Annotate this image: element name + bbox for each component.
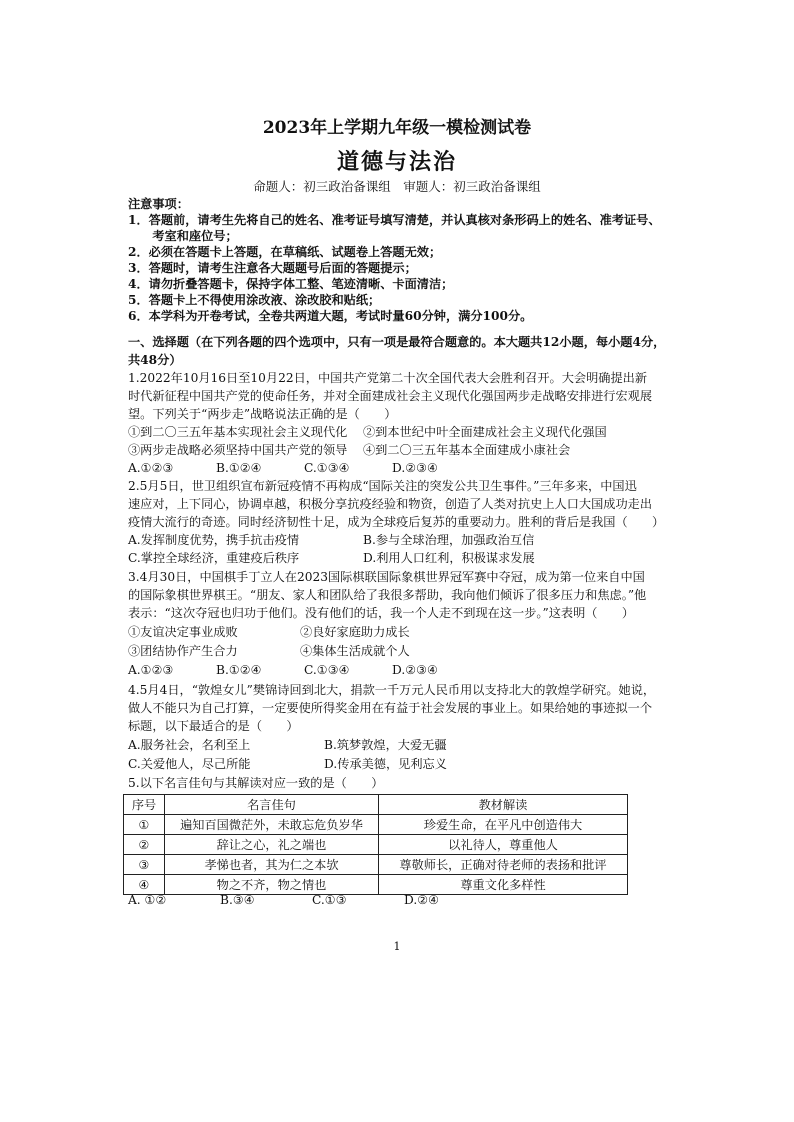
option-a: A.发挥制度优势，携手抗击疫情	[128, 533, 300, 547]
table-row	[124, 835, 628, 855]
option-d: D.②③④	[392, 461, 438, 475]
answer-options	[128, 756, 447, 772]
answer-options	[128, 550, 535, 566]
column-header: 序号	[124, 795, 165, 815]
question-text: 2.5月5日，世卫组织宣布新冠疫情不再构成“国际关注的突发公共卫生事件。”三年多来，中国迅	[128, 479, 637, 493]
statement-row	[128, 442, 570, 458]
option-d: D.②④	[404, 893, 440, 907]
section-heading-cont: 共48分）	[128, 353, 182, 367]
option-a: A. ①②	[128, 893, 167, 907]
question-text: 标题，以下最适合的是（ ）	[128, 719, 299, 733]
notice-item: 2．必须在答题卡上答题，在草稿纸、试题卷上答题无效；	[128, 245, 442, 259]
table-cell: ③	[124, 855, 165, 875]
option-d: D.②③④	[392, 663, 438, 677]
column-header: 教材解读	[379, 795, 628, 815]
question-text: 表示：“这次夺冠也归功于他们。没有他们的话，我一个人走不到现在这一步。”这表明（ ）	[128, 606, 635, 620]
option-c: C.①③④	[304, 461, 350, 475]
table-row	[124, 855, 628, 875]
notice-item: 4．请勿折叠答题卡，保持字体工整、笔迹清晰、卡面清洁；	[128, 277, 454, 291]
question-text: 3.4月30日，中国棋手丁立人在2023国际棋联国际象棋世界冠军赛中夺冠，成为第一位来自中国	[128, 570, 645, 584]
answer-options	[128, 737, 447, 753]
statement: ①友谊决定事业成败	[128, 625, 238, 639]
notice-item: 考室和座位号；	[128, 229, 238, 243]
table-cell: ②	[124, 835, 165, 855]
authors-line: 命题人：初三政治备课组 审题人：初三政治备课组	[253, 179, 541, 194]
table-header-row	[124, 795, 628, 815]
option-a: A.服务社会，名利至上	[128, 738, 251, 752]
table-cell: ④	[124, 875, 165, 895]
statement: ②良好家庭助力成长	[300, 625, 410, 639]
option-c: C.①③④	[304, 663, 350, 677]
statement: ③团结协作产生合力	[128, 644, 238, 658]
option-c: C.关爱他人，尽己所能	[128, 757, 251, 771]
statement-row	[128, 424, 607, 440]
table-cell: ①	[124, 815, 165, 835]
table-row	[124, 815, 628, 835]
notice-item: 6．本学科为开卷考试，全卷共两道大题，考试时量60分钟，满分100分。	[128, 309, 533, 323]
option-b: B.参与全球治理，加强政治互信	[363, 533, 535, 547]
option-a: A.①②③	[128, 461, 174, 475]
answer-options	[128, 892, 439, 908]
notice-heading: 注意事项：	[128, 197, 189, 211]
table-cell: 辞让之心，礼之端也	[165, 835, 379, 855]
answer-options	[128, 662, 438, 678]
statement: ①到二〇三五年基本实现社会主义现代化	[128, 425, 348, 439]
option-a: A.①②③	[128, 663, 174, 677]
section-heading: 一、选择题（在下列各题的四个选项中，只有一项是最符合题意的。本大题共12小题，每小题4分，	[128, 335, 666, 349]
statement: ④集体生活成就个人	[300, 644, 410, 658]
question-text: 望。下列关于“两步走”战略说法正确的是（ ）	[128, 407, 397, 421]
option-b: B.③④	[220, 893, 255, 907]
notice-item: 3．答题时，请考生注意各大题题号后面的答题提示；	[128, 261, 417, 275]
table-cell: 遍知百国微茫外，未敢忘危负岁华	[165, 815, 379, 835]
table-cell: 尊敬师长，正确对待老师的表扬和批评	[379, 855, 628, 875]
question-text: 的国际象棋世界棋王。“朋友、家人和团队给了我很多帮助，我向他们倾诉了很多压力和焦虑。”他	[128, 588, 647, 602]
quotes-table	[123, 794, 628, 895]
question-text: 疫情大流行的奇迹。同时经济韧性十足，成为全球疫后复苏的重要动力。胜利的背后是我国（ ）	[128, 515, 665, 529]
question-text: 5.以下名言佳句与其解读对应一致的是（ ）	[128, 776, 384, 790]
notice-item: 1．答题前，请考生先将自己的姓名、准考证号填写清楚，并认真核对条形码上的姓名、准考证号、	[128, 213, 661, 227]
answer-options	[128, 460, 438, 476]
option-b: B.①②④	[216, 663, 262, 677]
table-cell: 物之不齐，物之情也	[165, 875, 379, 895]
question-text: 4.5月4日，“敦煌女儿”樊锦诗回到北大，捐款一千万元人民币用以支持北大的敦煌学研究。她说，	[128, 683, 656, 697]
column-header: 名言佳句	[165, 795, 379, 815]
option-b: B.筑梦敦煌，大爱无疆	[324, 738, 447, 752]
subject-title: 道德与法治	[336, 149, 457, 175]
statement: ②到本世纪中叶全面建成社会主义现代化强国	[363, 425, 607, 439]
notice-item: 5．答题卡上不得使用涂改液、涂改胶和贴纸；	[128, 293, 381, 307]
table-cell: 珍爱生命，在平凡中创造伟大	[379, 815, 628, 835]
table-cell: 孝悌也者，其为仁之本欤	[165, 855, 379, 875]
page-number: 1	[393, 940, 401, 953]
question-text: 做人不能只为自己打算，一定要使所得奖金用在有益于社会发展的事业上。如果给她的事迹拟一个	[128, 701, 653, 715]
option-c: C.掌控全球经济，重建疫后秩序	[128, 551, 300, 565]
table-cell: 尊重文化多样性	[379, 875, 628, 895]
question-text: 1.2022年10月16日至10月22日，中国共产党第二十次全国代表大会胜利召开。大会明确提出新	[128, 371, 648, 385]
question-text: 时代新征程中国共产党的使命任务，并对全面建成社会主义现代化强国两步走战略安排进行宏观展	[128, 389, 653, 403]
exam-title: 2023年上学期九年级一模检测试卷	[262, 118, 532, 138]
option-d: D.传承美德，见利忘义	[324, 757, 447, 771]
option-b: B.①②④	[216, 461, 262, 475]
option-c: C.①③	[312, 893, 347, 907]
answer-options	[128, 532, 534, 548]
question-text: 速应对，上下同心，协调卓越，积极分享抗疫经验和物资，创造了人类对抗史上人口大国成功走出	[128, 497, 653, 511]
statement-row	[128, 624, 410, 640]
table-cell: 以礼待人，尊重他人	[379, 835, 628, 855]
option-d: D.利用人口红利，积极谋求发展	[363, 551, 535, 565]
statement: ④到二〇三五年基本全面建成小康社会	[363, 443, 571, 457]
statement-row	[128, 643, 410, 659]
statement: ③两步走战略必须坚持中国共产党的领导	[128, 443, 348, 457]
